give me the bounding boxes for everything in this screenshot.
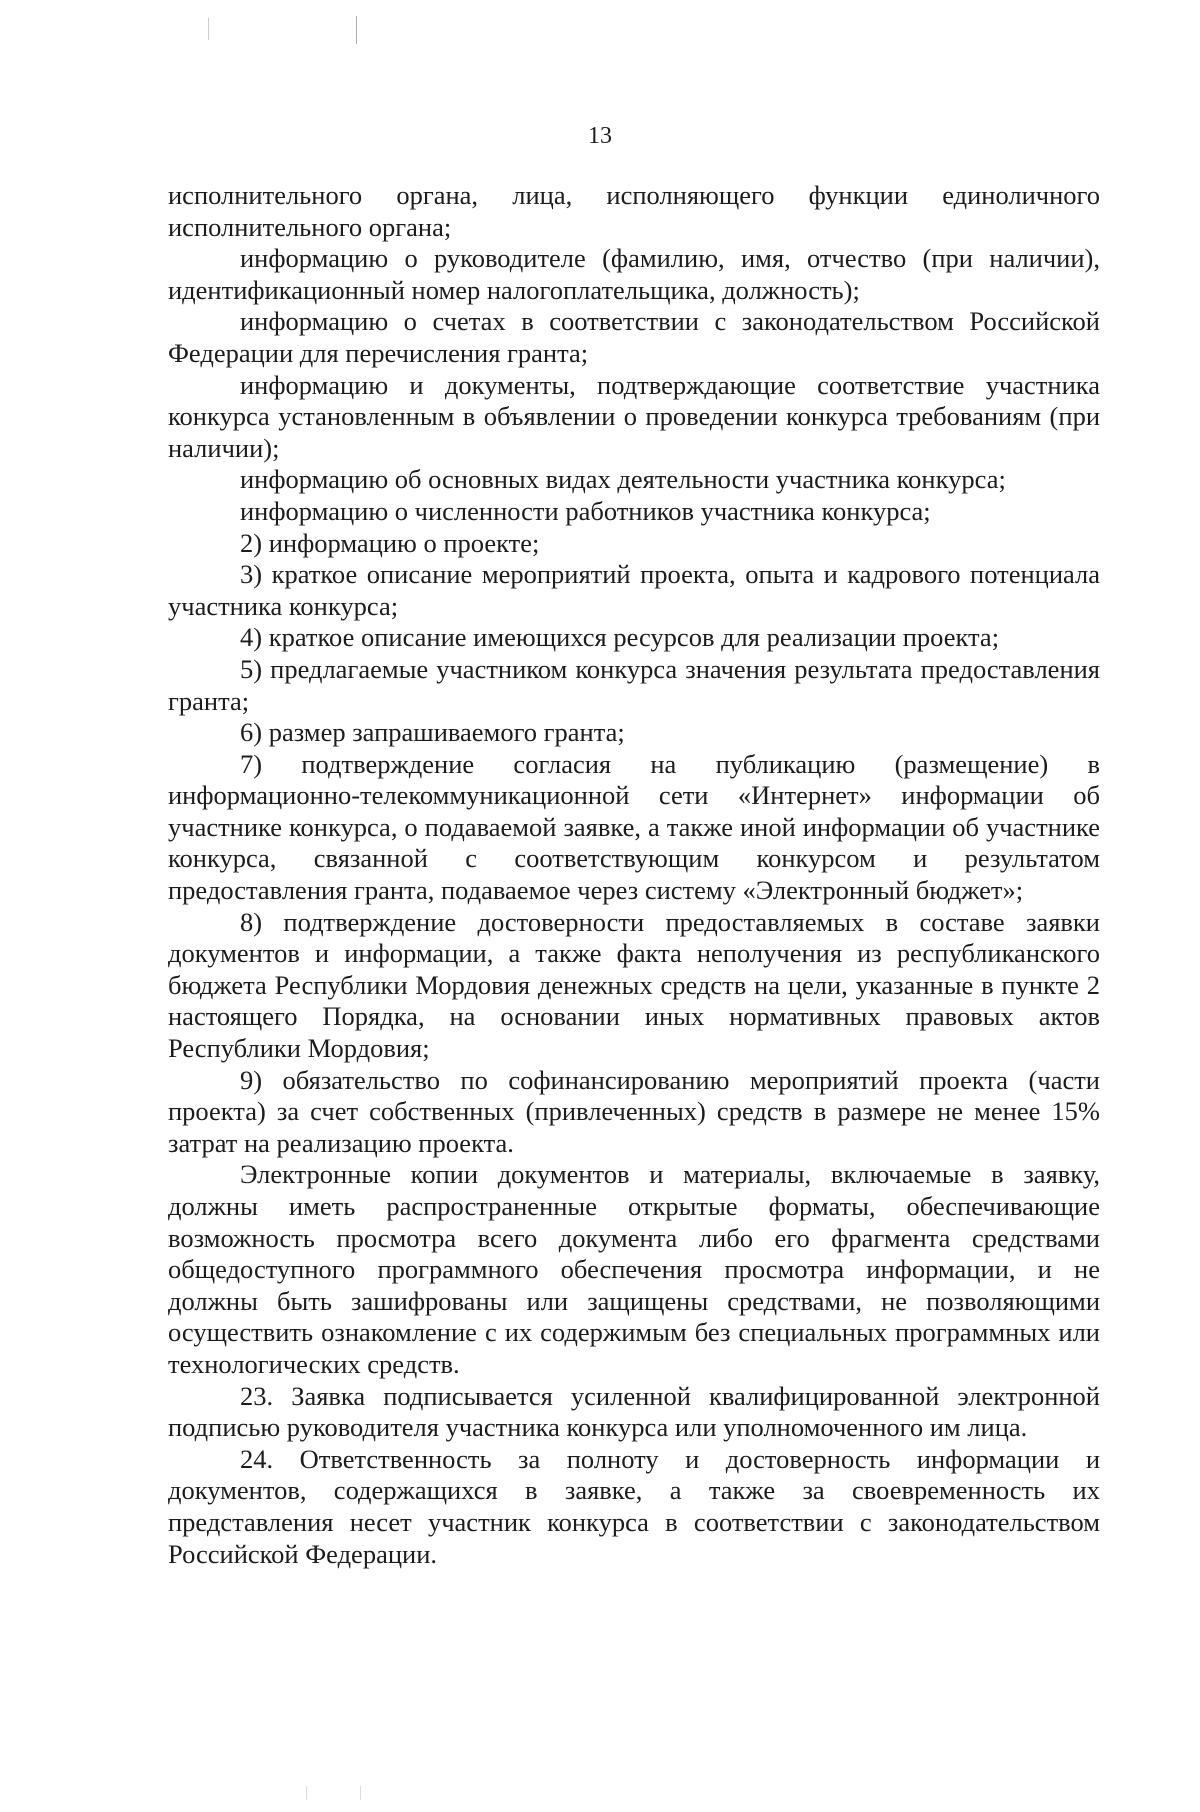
list-item-7: 7) подтверждение согласия на публикацию (размещение) в информационно-телекоммуникационной сети «Интернет» информации об участнике конкурса, о подаваемой заявке, а также иной информации об участнике конкурса, связанной с соответствующим конкурсом и результатом предоставления гранта, подаваемое через систему «Электронный бюджет»; — [168, 748, 1100, 906]
list-item-5: 5) предлагаемые участником конкурса значения результата предоставления гранта; — [168, 653, 1100, 716]
list-item-2: 2) информацию о проекте; — [240, 527, 540, 558]
scan-artifact-mark — [306, 1786, 307, 1800]
list-item-4: 4) краткое описание имеющихся ресурсов для реализации проекта; — [240, 622, 1000, 653]
scan-artifact-mark — [360, 1786, 361, 1800]
paragraph-electronic-copies: Электронные копии документов и материалы, включаемые в заявку, должны иметь распространенные открытые форматы, обеспечивающие возможность просмотра всего документа либо его фрагмента средствами общедоступного программного обеспечения просмотра информации, и не должны быть зашифрованы или защищены средствами, не позволяющими осуществить ознакомление с их содержимым без специальных программных или технологических средств. — [168, 1159, 1100, 1379]
paragraph-activity-types: информацию об основных видах деятельности участника конкурса; — [240, 464, 1006, 495]
list-item-6: 6) размер запрашиваемого гранта; — [240, 717, 625, 748]
scan-artifact-mark — [356, 16, 357, 44]
list-item-8: 8) подтверждение достоверности предоставляемых в составе заявки документов и информации, а также факта неполучения из республиканского бюджета Республики Мордовия денежных средств на цели, указанные в пункте 2 настоящего Порядка, на основании иных нормативных правовых актов Республики Мордовия; — [168, 906, 1100, 1064]
document-body — [168, 180, 1100, 1570]
section-23: 23. Заявка подписывается усиленной квалифицированной электронной подписью руководителя участника конкурса или уполномоченного им лица. — [168, 1380, 1100, 1443]
scan-artifact-mark — [208, 18, 209, 40]
paragraph-employee-count: информацию о численности работников участника конкурса; — [240, 495, 931, 526]
list-item-3: 3) краткое описание мероприятий проекта, опыта и кадрового потенциала участника конкурса; — [168, 559, 1100, 621]
paragraph-accounts-info: информацию о счетах в соответствии с законодательством Российской Федерации для перечисления гранта; — [168, 306, 1100, 368]
list-item-9: 9) обязательство по софинансированию мероприятий проекта (части проекта) за счет собственных (привлеченных) средств в размере не менее 15% затрат на реализацию проекта. — [168, 1064, 1100, 1158]
section-24: 24. Ответственность за полноту и достоверность информации и документов, содержащихся в заявке, а также за своевременность их представления несет участник конкурса в соответствии с законодательством Российской Федерации. — [168, 1443, 1100, 1569]
paragraph-head-info: информацию о руководителе (фамилию, имя, отчество (при наличии), идентификационный номер налогоплательщика, должность); — [168, 243, 1100, 305]
paragraph-continuation: исполнительного органа, лица, исполняющего функции единоличного исполнительного органа; — [168, 180, 1100, 242]
page-number: 13 — [588, 123, 612, 149]
paragraph-compliance-docs: информацию и документы, подтверждающие соответствие участника конкурса установленным в объявлении о проведении конкурса требованиям (при наличии); — [168, 369, 1100, 463]
